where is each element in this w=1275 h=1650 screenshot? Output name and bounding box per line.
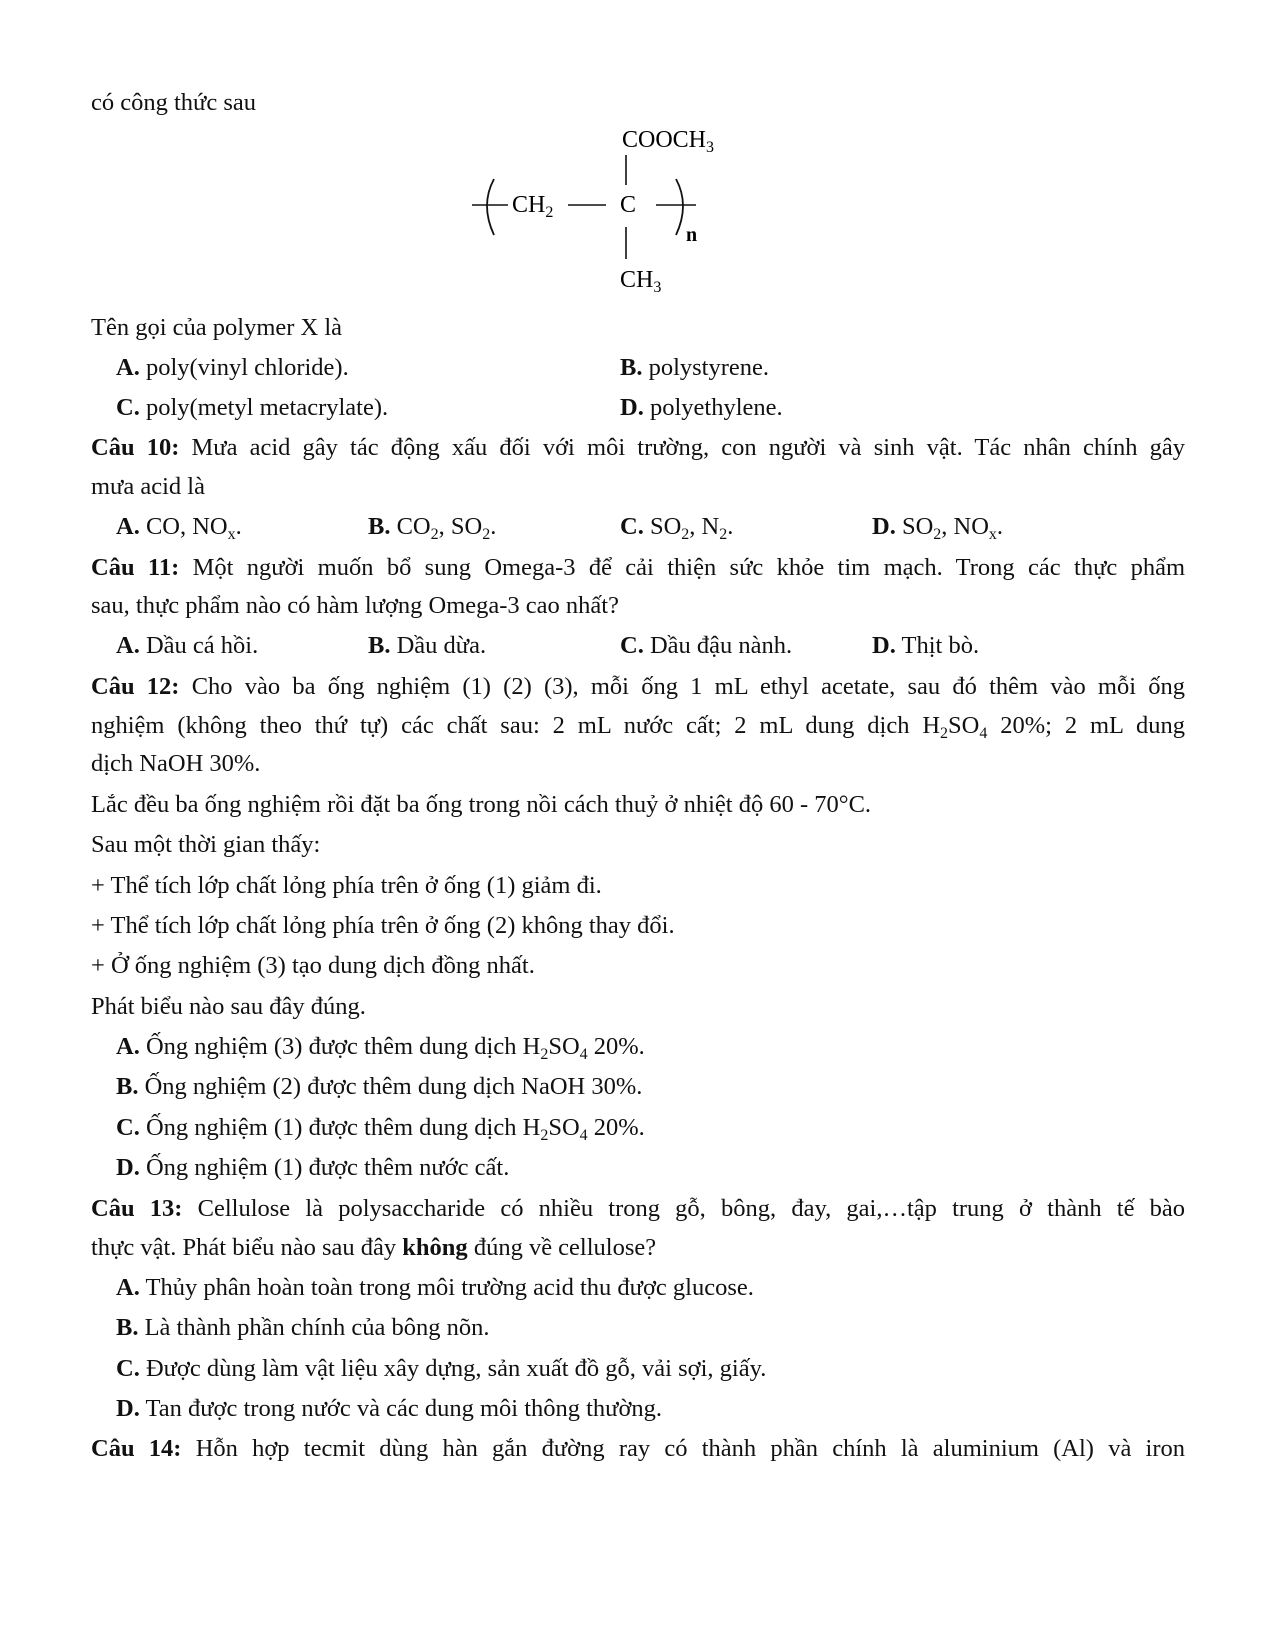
q11-option-c-text: Dầu đậu nành. <box>649 632 793 659</box>
q12-stem-line2-sub2: 4 <box>979 725 988 742</box>
q12-option-c-sub1: 2 <box>540 1127 549 1144</box>
structure-bottom-group: $CH_3$ <box>620 267 662 295</box>
q12-option-b-text: Ống nghiệm (2) được thêm dung dịch NaOH 30%. <box>144 1073 643 1100</box>
q12-option-a-part3: 20%. <box>587 1033 645 1060</box>
q11-option-b[interactable] <box>368 631 486 661</box>
q11-stem-line1-text: Một người muốn bổ sung Omega-3 để cải thiện sức khỏe tim mạch. Trong các thực phẩm <box>192 554 1186 581</box>
q10-option-a-part: CO, NO <box>145 513 228 540</box>
q11-option-d-letter: D. <box>872 632 896 659</box>
q11-option-b-text: Dầu dừa. <box>396 632 487 659</box>
q11-label: Câu 11: <box>91 554 180 581</box>
q12-stem-line1 <box>91 672 1185 702</box>
q10-stem-line1-text: Mưa acid gây tác động xấu đối với môi trường, con người và sinh vật. Tác nhân chính gây <box>191 434 1185 461</box>
q12-stem-line2-part2: SO <box>948 712 980 739</box>
intro-text <box>91 88 1185 118</box>
q10-option-d-sub2: x <box>988 526 997 543</box>
repeat-subscript: n <box>686 224 698 246</box>
q9-option-d-text: polyethylene. <box>649 394 783 421</box>
q11-option-a[interactable] <box>116 631 258 661</box>
q13-stem-line2-emphasis: không <box>402 1234 468 1261</box>
q13-label: Câu 13: <box>91 1195 183 1222</box>
q12-option-c-part1: Ống nghiệm (1) được thêm dung dịch H <box>145 1114 541 1141</box>
q13-option-b-text: Là thành phần chính của bông nõn. <box>144 1314 490 1341</box>
q10-option-b-letter: B. <box>368 513 391 540</box>
q13-option-c-letter: C. <box>116 1355 140 1382</box>
q10-option-a-end: . <box>235 513 242 540</box>
q12-stem-line2-part1: nghiệm (không theo thứ tự) các chất sau: 2 mL nước cất; 2 mL dung dịch H <box>91 712 941 739</box>
q10-option-a[interactable] <box>116 512 242 542</box>
q10-option-c-letter: C. <box>620 513 644 540</box>
q10-option-b-sub2: 2 <box>482 526 491 543</box>
q12-stem-line2-sub1: 2 <box>940 725 949 742</box>
q10-option-d-letter: D. <box>872 513 896 540</box>
q10-option-d-part2: , NO <box>941 513 989 540</box>
q12-option-d-letter: D. <box>116 1154 140 1181</box>
q13-option-a-letter: A. <box>116 1274 140 1301</box>
q11-option-d-text: Thịt bò. <box>901 632 980 659</box>
q11-option-a-text: Dầu cá hồi. <box>145 632 259 659</box>
q9-option-a-letter: A. <box>116 354 140 381</box>
q11-stem-line2 <box>91 591 1185 621</box>
left-bracket <box>487 179 494 235</box>
q10-stem-line2-text: mưa acid là <box>91 473 205 500</box>
q12-option-b-letter: B. <box>116 1073 139 1100</box>
q10-stem-line2 <box>91 472 1185 502</box>
q13-option-b-letter: B. <box>116 1314 139 1341</box>
q10-option-a-sub: x <box>227 526 236 543</box>
q12-observation-3 <box>91 951 1185 981</box>
q13-option-a-text: Thủy phân hoàn toàn trong môi trường acid thu được glucose. <box>145 1274 754 1301</box>
q11-stem-line2-text: sau, thực phẩm nào có hàm lượng Omega-3 cao nhất? <box>91 592 619 619</box>
structure-left-group: $CH_2$ <box>512 192 554 221</box>
structure-top-group: $COOCH_3$ <box>622 127 715 156</box>
q12-ask-text: Phát biểu nào sau đây đúng. <box>91 993 366 1020</box>
q10-option-b-part1: CO <box>396 513 431 540</box>
intro-label: có công thức sau <box>91 89 256 116</box>
q14-label: Câu 14: <box>91 1435 182 1462</box>
q14-stem-line1 <box>91 1434 1185 1464</box>
q12-option-c-letter: C. <box>116 1114 140 1141</box>
q10-label: Câu 10: <box>91 434 180 461</box>
q12-option-a-letter: A. <box>116 1033 140 1060</box>
q12-stem-line3 <box>91 749 1185 779</box>
q10-option-c-part1: SO <box>649 513 682 540</box>
q13-stem-line1-text: Cellulose là polysaccharide có nhiều trong gỗ, bông, đay, gai,…tập trung ở thành tế bào <box>197 1195 1186 1222</box>
q13-option-d-text: Tan được trong nước và các dung môi thông thường. <box>145 1395 663 1422</box>
structure-center-atom: C <box>620 192 637 218</box>
q12-line4 <box>91 790 1185 820</box>
q9-option-a[interactable] <box>116 353 349 383</box>
q11-option-a-letter: A. <box>116 632 140 659</box>
q13-stem-line1 <box>91 1194 1185 1224</box>
q10-option-a-letter: A. <box>116 513 140 540</box>
polymer-structure-diagram <box>460 115 780 295</box>
q9-option-c[interactable] <box>116 393 388 423</box>
q10-option-c-sub1: 2 <box>681 526 690 543</box>
q12-line5 <box>91 830 1185 860</box>
q12-observation-3-text: + Ở ống nghiệm (3) tạo dung dịch đồng nhất. <box>91 952 535 979</box>
q13-option-c-text: Được dùng làm vật liệu xây dựng, sản xuất đồ gỗ, vải sợi, giấy. <box>145 1355 767 1382</box>
q13-option-d-letter: D. <box>116 1395 140 1422</box>
q10-option-c[interactable] <box>620 512 733 542</box>
q12-ask <box>91 992 1185 1022</box>
q12-label: Câu 12: <box>91 673 180 700</box>
q9-option-d-letter: D. <box>620 394 644 421</box>
q10-option-c-part2: , N <box>689 513 720 540</box>
q9-option-b-text: polystyrene. <box>648 354 770 381</box>
q9-stem <box>91 313 1185 343</box>
q12-stem-line2 <box>91 711 1185 741</box>
q9-option-c-text: poly(metyl metacrylate). <box>145 394 389 421</box>
q12-option-a-part1: Ống nghiệm (3) được thêm dung dịch H <box>145 1033 541 1060</box>
right-bracket <box>676 179 683 235</box>
q13-stem-line2-part2: đúng về cellulose? <box>467 1234 657 1261</box>
q12-option-c-sub2: 4 <box>579 1127 588 1144</box>
q10-option-c-end: . <box>727 513 734 540</box>
q12-option-c[interactable] <box>116 1113 645 1143</box>
q10-option-c-sub2: 2 <box>719 526 728 543</box>
q11-option-c[interactable] <box>620 631 792 661</box>
q12-option-a-part2: SO <box>548 1033 580 1060</box>
q9-option-b-letter: B. <box>620 354 643 381</box>
q9-option-d[interactable] <box>620 393 783 423</box>
q9-option-a-text: poly(vinyl chloride). <box>145 354 349 381</box>
q13-option-a[interactable] <box>116 1273 754 1303</box>
q10-option-b-sub1: 2 <box>430 526 439 543</box>
q12-observation-1 <box>91 871 1185 901</box>
q12-option-b[interactable] <box>116 1072 642 1102</box>
q10-option-d[interactable] <box>872 512 1003 542</box>
q12-observation-2-text: + Thể tích lớp chất lỏng phía trên ở ống (2) không thay đổi. <box>91 912 675 939</box>
q12-stem-line1-text: Cho vào ba ống nghiệm (1) (2) (3), mỗi ống 1 mL ethyl acetate, sau đó thêm vào mỗi ống <box>191 673 1186 700</box>
q10-option-d-sub1: 2 <box>933 526 942 543</box>
q10-stem-line1 <box>91 433 1185 463</box>
q12-option-c-part3: 20%. <box>587 1114 645 1141</box>
q12-option-c-part2: SO <box>548 1114 580 1141</box>
q12-option-d-text: Ống nghiệm (1) được thêm nước cất. <box>145 1154 510 1181</box>
q11-option-b-letter: B. <box>368 632 391 659</box>
q12-observation-2 <box>91 911 1185 941</box>
q14-stem-line1-text: Hỗn hợp tecmit dùng hàn gắn đường ray có thành phần chính là aluminium (Al) và iron <box>195 1435 1186 1462</box>
q13-option-b[interactable] <box>116 1313 490 1343</box>
q13-stem-line2-part1: thực vật. Phát biểu nào sau đây <box>91 1234 403 1261</box>
q9-option-b[interactable] <box>620 353 769 383</box>
q10-option-b[interactable] <box>368 512 496 542</box>
q12-option-a[interactable] <box>116 1032 645 1062</box>
q9-stem-text: Tên gọi của polymer X là <box>91 314 343 341</box>
q12-option-a-sub2: 4 <box>579 1046 588 1063</box>
q12-option-d[interactable] <box>116 1153 509 1183</box>
q11-stem-line1 <box>91 553 1185 583</box>
q9-option-c-letter: C. <box>116 394 140 421</box>
q10-option-b-end: . <box>490 513 497 540</box>
q13-option-d[interactable] <box>116 1394 662 1424</box>
q12-option-a-sub1: 2 <box>540 1046 549 1063</box>
q12-stem-line2-part3: 20%; 2 mL dung <box>987 712 1185 739</box>
q12-line4-text: Lắc đều ba ống nghiệm rồi đặt ba ống trong nồi cách thuỷ ở nhiệt độ 60 - 70°C. <box>91 791 872 818</box>
q13-stem-line2 <box>91 1233 1185 1263</box>
q12-line5-text: Sau một thời gian thấy: <box>91 831 321 858</box>
q10-option-b-part2: , SO <box>438 513 483 540</box>
q10-option-d-end: . <box>996 513 1004 540</box>
q11-option-c-letter: C. <box>620 632 644 659</box>
q13-option-c[interactable] <box>116 1354 766 1384</box>
q10-option-d-part1: SO <box>901 513 934 540</box>
q12-observation-1-text: + Thể tích lớp chất lỏng phía trên ở ống (1) giảm đi. <box>91 872 602 899</box>
q11-option-d[interactable] <box>872 631 979 661</box>
q12-stem-line3-text: dịch NaOH 30%. <box>91 750 261 777</box>
